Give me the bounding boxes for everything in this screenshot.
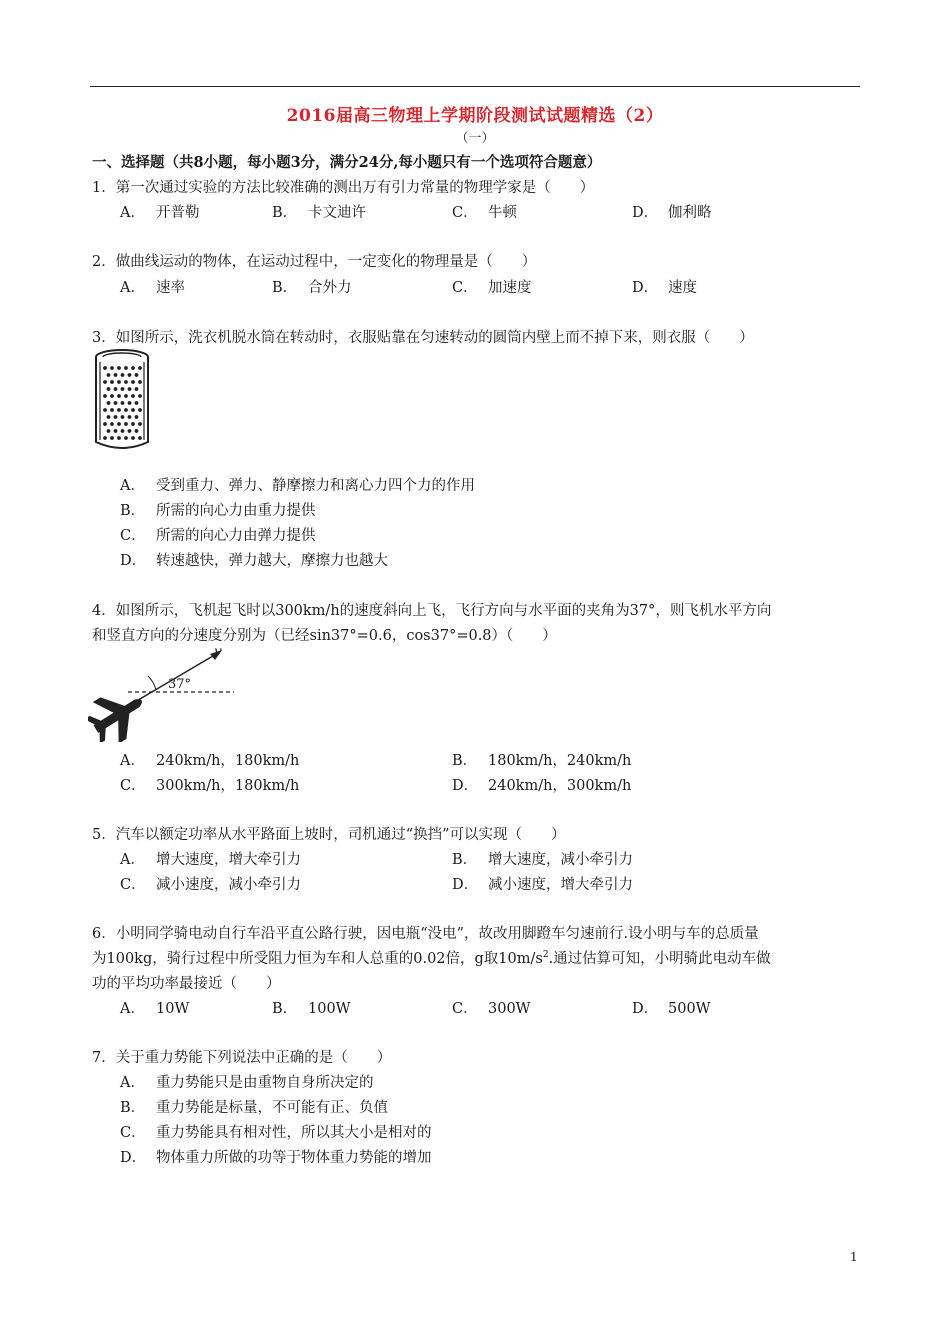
airplane-icon	[88, 680, 154, 742]
header-rule	[90, 86, 860, 87]
question-3-option-c: C． 所需的向心力由弹力提供	[120, 528, 316, 544]
question-7-option-b: B． 重力势能是标量，不可能有正、负值	[120, 1100, 388, 1116]
question-1-option-b: B． 卡文迪许	[272, 205, 366, 221]
airplane-velocity-figure	[88, 644, 238, 742]
question-3-option-a: A． 受到重力、弹力、静摩擦力和离心力四个力的作用	[120, 478, 475, 494]
question-4-option-a: A． 240km/h，180km/h	[120, 753, 300, 769]
question-2-option-b: B． 合外力	[272, 280, 352, 296]
question-6-option-a: A． 10W	[120, 1001, 190, 1017]
question-7-option-a: A． 重力势能只是由重物自身所决定的	[120, 1075, 374, 1091]
question-1-stem: 1．第一次通过实验的方法比较准确的测出万有引力常量的物理学家是（ ）	[92, 180, 595, 196]
question-6-stem-line-2: 为100kg，骑行过程中所受阻力恒为车和人总重的0.02倍，g取$10m/s^2$.通过估算可知，小明骑此电动车做	[92, 950, 771, 967]
question-6-stem-line-3: 功的平均功率最接近（ ）	[92, 976, 281, 992]
question-4-stem-line-2: 和竖直方向的分速度分别为（已经sin37°=0.6，cos37°=0.8）（ ）	[92, 628, 557, 644]
question-3-option-b: B． 所需的向心力由重力提供	[120, 503, 316, 519]
question-6-option-b: B． 100W	[272, 1001, 351, 1017]
question-1-option-c: C． 牛顿	[452, 205, 517, 221]
question-4-option-b: B． 180km/h，240km/h	[452, 753, 632, 769]
spin-dryer-drum-figure	[90, 348, 154, 456]
page-subtitle: （一）	[455, 131, 495, 146]
question-3-option-d: D． 转速越快，弹力越大，摩擦力也越大	[120, 553, 388, 569]
question-1-option-a: A． 开普勒	[120, 205, 200, 221]
question-6-stem-line-1: 6．小明同学骑电动自行车沿平直公路行驶，因电瓶“没电”，故改用脚蹬车匀速前行.设小明与车的总质量	[92, 926, 759, 942]
page-title: 2016届高三物理上学期阶段测试试题精选（2）	[286, 106, 664, 126]
question-2-option-c: C． 加速度	[452, 280, 532, 296]
question-5-option-b: B． 增大速度，减小牵引力	[452, 852, 633, 868]
question-2-option-a: A． 速率	[120, 280, 185, 296]
question-5-option-c: C． 减小速度，减小牵引力	[120, 877, 301, 893]
page-number: 1	[850, 1250, 858, 1264]
question-7-stem: 7．关于重力势能下列说法中正确的是（ ）	[92, 1050, 392, 1066]
question-4-option-c: C． 300km/h，180km/h	[120, 778, 300, 794]
section-title: 一、选择题（共8小题，每小题3分，满分24分,每小题只有一个选项符合题意）	[92, 154, 602, 171]
question-5-option-d: D． 减小速度，增大牵引力	[452, 877, 633, 893]
question-7-option-d: D． 物体重力所做的功等于物体重力势能的增加	[120, 1150, 432, 1166]
angle-label: 37°	[168, 677, 192, 692]
question-1-option-d: D． 伽利略	[632, 205, 712, 221]
question-6-option-d: D． 500W	[632, 1001, 711, 1017]
question-2-option-d: D． 速度	[632, 280, 697, 296]
question-4-stem-line-1: 4．如图所示，飞机起飞时以300km/h的速度斜向上飞，飞行方向与水平面的夹角为37°，则飞机水平方向	[92, 603, 772, 619]
question-5-option-a: A． 增大速度，增大牵引力	[120, 852, 301, 868]
question-2-stem: 2．做曲线运动的物体，在运动过程中，一定变化的物理量是（ ）	[92, 254, 537, 270]
question-3-stem: 3．如图所示，洗衣机脱水筒在转动时，衣服贴靠在匀速转动的圆筒内壁上而不掉下来，则衣服（ ）	[92, 330, 754, 346]
velocity-label: v	[214, 644, 222, 660]
question-6-option-c: C． 300W	[452, 1001, 531, 1017]
question-7-option-c: C． 重力势能具有相对性，所以其大小是相对的	[120, 1125, 432, 1141]
question-4-option-d: D． 240km/h，300km/h	[452, 778, 632, 794]
question-5-stem: 5．汽车以额定功率从水平路面上坡时，司机通过“换挡”可以实现（ ）	[92, 827, 566, 843]
